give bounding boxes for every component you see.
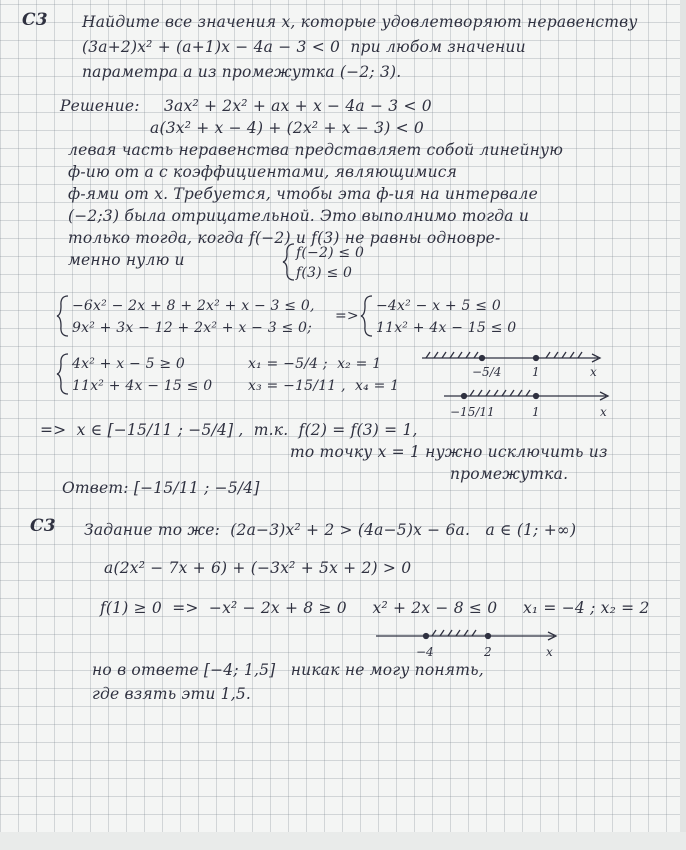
nl3-b-label: 2: [484, 645, 492, 659]
question-line-2: где взять эти 1,5.: [92, 685, 252, 703]
system-c-1: −4x² − x + 5 ≤ 0: [376, 298, 501, 314]
nl2-b-label: 1: [532, 405, 540, 419]
problem-line-2: (3a+2)x² + (a+1)x − 4a − 3 < 0 при любом значении: [82, 38, 526, 56]
roots-line-2: x₃ = −15/11 , x₄ = 1: [248, 378, 400, 394]
nl3-axis-label: x: [546, 645, 553, 659]
system-b-2: 9x² + 3x − 12 + 2x² + x − 3 ≤ 0;: [72, 320, 313, 336]
solution-label: Решение:: [60, 97, 140, 115]
solution-text-1: левая часть неравенства представляет собой линейную: [68, 141, 564, 159]
solution-step-1: 3ax² + 2x² + ax + x − 4a − 3 < 0: [164, 97, 432, 115]
solution-text-6: менно нулю и: [68, 251, 185, 269]
solution-result: => x ∈ [−15/11 ; −5/4] , т.к. f(2) = f(3) = 1,: [40, 421, 418, 439]
answer: Ответ: [−15/11 ; −5/4]: [62, 479, 260, 497]
system-c-2: 11x² + 4x − 15 ≤ 0: [376, 320, 517, 336]
nl3-a-label: −4: [416, 645, 434, 659]
problem-line-1: Найдите все значения x, которые удовлетворяют неравенству: [82, 13, 638, 31]
system-brace-c: [360, 294, 376, 338]
solution-step-2: a(3x² + x − 4) + (2x² + x − 3) < 0: [150, 119, 424, 137]
system-brace-d: [56, 352, 72, 396]
system-d-1: 4x² + x − 5 ≥ 0: [72, 356, 186, 372]
solution-text-5: только тогда, когда f(−2) и f(3) не равны одновре-: [68, 229, 501, 247]
nl2-axis-label: x: [600, 405, 607, 419]
question-line-1: но в ответе [−4; 1,5] никак не могу понять,: [92, 661, 484, 679]
roots-line-1: x₁ = −5/4 ; x₂ = 1: [248, 356, 382, 372]
system-a-1: f(−2) ≤ 0: [296, 245, 365, 261]
nl2-a-label: −15/11: [450, 405, 495, 419]
system-a-2: f(3) ≤ 0: [296, 265, 353, 281]
nl1-axis-label: x: [590, 365, 597, 379]
second-step-2: f(1) ≥ 0 => −x² − 2x + 8 ≥ 0 x² + 2x − 8 ≤ 0 x₁ = −4 ; x₂ = 2: [100, 599, 650, 617]
second-marker: C3: [30, 516, 56, 536]
implies-arrow: =>: [335, 308, 359, 324]
number-line-1: [418, 346, 608, 382]
problem-line-3: параметра a из промежутка (−2; 3).: [82, 63, 402, 81]
solution-text-4: (−2;3) была отрицательной. Это выполнимо тогда и: [68, 207, 530, 225]
number-line-3: [372, 624, 572, 664]
nl1-b-label: 1: [532, 365, 540, 379]
nl1-a-label: −5/4: [472, 365, 502, 379]
system-d-2: 11x² + 4x − 15 ≤ 0: [72, 378, 213, 394]
solution-text-3: ф-ями от x. Требуется, чтобы эта ф-ия на интервале: [68, 185, 538, 203]
system-b-1: −6x² − 2x + 8 + 2x² + x − 3 ≤ 0,: [72, 298, 315, 314]
number-line-2: [440, 384, 620, 424]
second-task: Задание то же: (2a−3)x² + 2 > (4a−5)x − 6a. a ∈ (1; +∞): [84, 521, 577, 539]
solution-note-2: промежутка.: [450, 465, 569, 483]
second-step-1: a(2x² − 7x + 6) + (−3x² + 5x + 2) > 0: [104, 559, 412, 577]
solution-note-1: то точку x = 1 нужно исключить из: [290, 443, 608, 461]
problem-marker: C3: [22, 10, 48, 30]
system-brace-b: [56, 294, 72, 338]
solution-text-2: ф-ию от a с коэффициентами, являющимися: [68, 163, 458, 181]
